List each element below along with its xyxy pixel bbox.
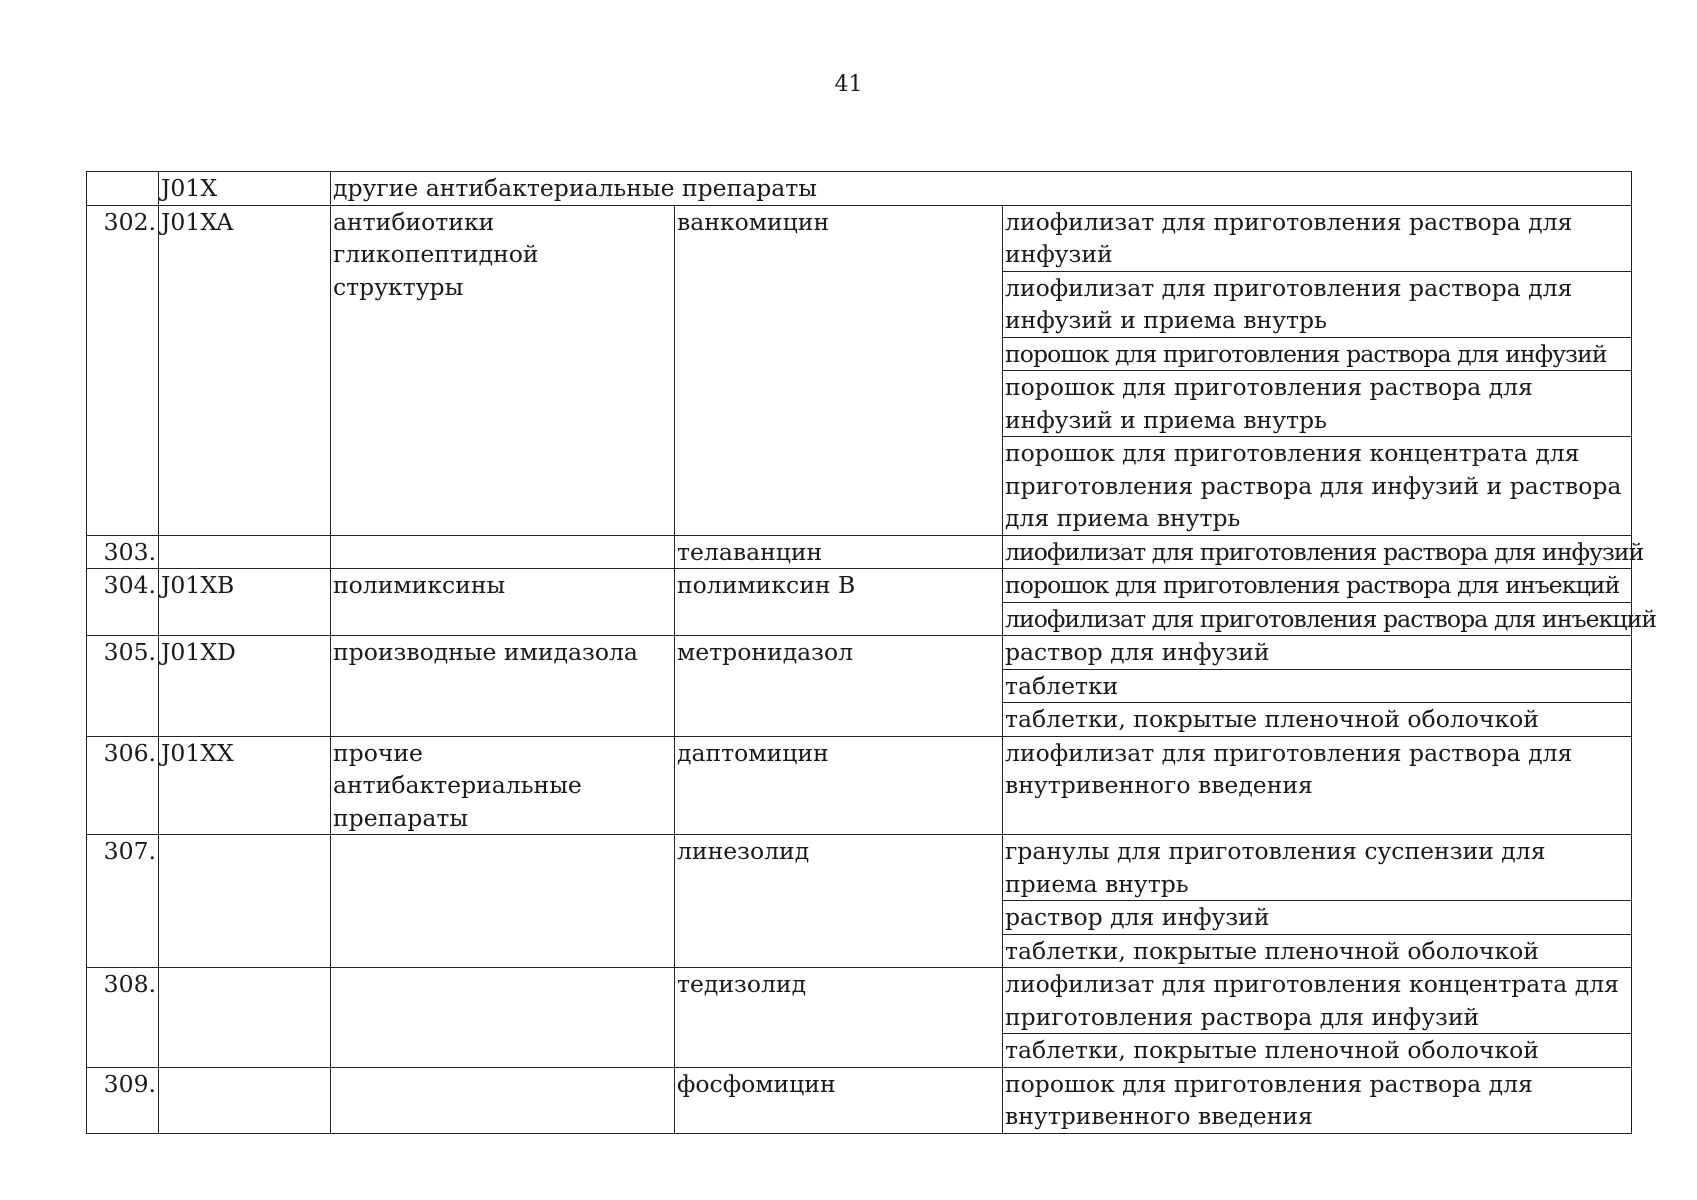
drug-name-cell: тедизолид: [675, 968, 1003, 1068]
drug-name-cell: линезолид: [675, 835, 1003, 968]
dosage-form-cell: раствор для инфузий: [1003, 636, 1632, 670]
atc-code-cell: [159, 535, 331, 569]
dosage-form-cell: гранулы для приготовления суспензии для приема внутрь: [1003, 835, 1632, 901]
table-row: [87, 569, 1632, 603]
table-row: [87, 636, 1632, 670]
table-row: [87, 968, 1632, 1034]
table-row: [87, 1067, 1632, 1133]
table-row: [87, 535, 1632, 569]
group-name-cell: прочие антибактериальные препараты: [331, 736, 675, 835]
group-name-cell: [331, 1067, 675, 1133]
atc-code-cell: J01XA: [159, 205, 331, 535]
dosage-form-cell: лиофилизат для приготовления раствора для инъекций: [1003, 602, 1632, 636]
dosage-form-cell: таблетки, покрытые пленочной оболочкой: [1003, 703, 1632, 737]
dosage-form-cell: порошок для приготовления концентрата для приготовления раствора для инфузий и раствора для приема внутрь: [1003, 437, 1632, 536]
drug-table: [86, 171, 1657, 1134]
table-body: [87, 172, 1657, 1134]
page-number: 41: [834, 72, 863, 97]
drug-name-cell: даптомицин: [675, 736, 1003, 835]
dosage-form-cell: таблетки, покрытые пленочной оболочкой: [1003, 1034, 1632, 1068]
entry-number-cell: 307.: [87, 835, 159, 968]
dosage-form-cell: порошок для приготовления раствора для инфузий и приема внутрь: [1003, 371, 1632, 437]
dosage-form-cell: лиофилизат для приготовления раствора для инфузий: [1003, 535, 1632, 569]
dosage-form-cell: лиофилизат для приготовления раствора для инфузий и приема внутрь: [1003, 271, 1632, 337]
group-code-cell: J01X: [159, 172, 331, 206]
table-row: [87, 205, 1632, 271]
group-name-cell: [331, 968, 675, 1068]
dosage-form-cell: порошок для приготовления раствора для инфузий: [1003, 337, 1632, 371]
atc-code-cell: J01XD: [159, 636, 331, 737]
dosage-form-cell: лиофилизат для приготовления раствора для внутривенного введения: [1003, 736, 1632, 835]
group-name-cell: [331, 535, 675, 569]
atc-code-cell: [159, 968, 331, 1068]
atc-code-cell: [159, 1067, 331, 1133]
group-name-cell: антибиотики гликопептидной структуры: [331, 205, 675, 535]
atc-code-cell: J01XB: [159, 569, 331, 636]
table-row: [87, 835, 1632, 901]
dosage-form-cell: лиофилизат для приготовления раствора для инфузий: [1003, 205, 1632, 271]
group-name-cell: другие антибактериальные препараты: [331, 172, 1632, 206]
dosage-form-cell: порошок для приготовления раствора для внутривенного введения: [1003, 1067, 1632, 1133]
group-name-cell: полимиксины: [331, 569, 675, 636]
atc-code-cell: [159, 835, 331, 968]
group-name-cell: производные имидазола: [331, 636, 675, 737]
atc-code-cell: J01XX: [159, 736, 331, 835]
drug-name-cell: телаванцин: [675, 535, 1003, 569]
entry-number-cell: 303.: [87, 535, 159, 569]
entry-number-cell: 308.: [87, 968, 159, 1068]
group-number-cell: [87, 172, 159, 206]
dosage-form-cell: лиофилизат для приготовления концентрата для приготовления раствора для инфузий: [1003, 968, 1632, 1034]
entry-number-cell: 305.: [87, 636, 159, 737]
dosage-form-cell: раствор для инфузий: [1003, 901, 1632, 935]
drug-name-cell: ванкомицин: [675, 205, 1003, 535]
table-row: [87, 736, 1632, 835]
entry-number-cell: 304.: [87, 569, 159, 636]
drug-name-cell: полимиксин В: [675, 569, 1003, 636]
dosage-form-cell: таблетки: [1003, 669, 1632, 703]
dosage-form-cell: порошок для приготовления раствора для инъекций: [1003, 569, 1632, 603]
entry-number-cell: 302.: [87, 205, 159, 535]
group-name-cell: [331, 835, 675, 968]
entry-number-cell: 306.: [87, 736, 159, 835]
group-header-row: [87, 172, 1632, 206]
dosage-form-cell: таблетки, покрытые пленочной оболочкой: [1003, 934, 1632, 968]
drug-name-cell: фосфомицин: [675, 1067, 1003, 1133]
entry-number-cell: 309.: [87, 1067, 159, 1133]
drug-name-cell: метронидазол: [675, 636, 1003, 737]
